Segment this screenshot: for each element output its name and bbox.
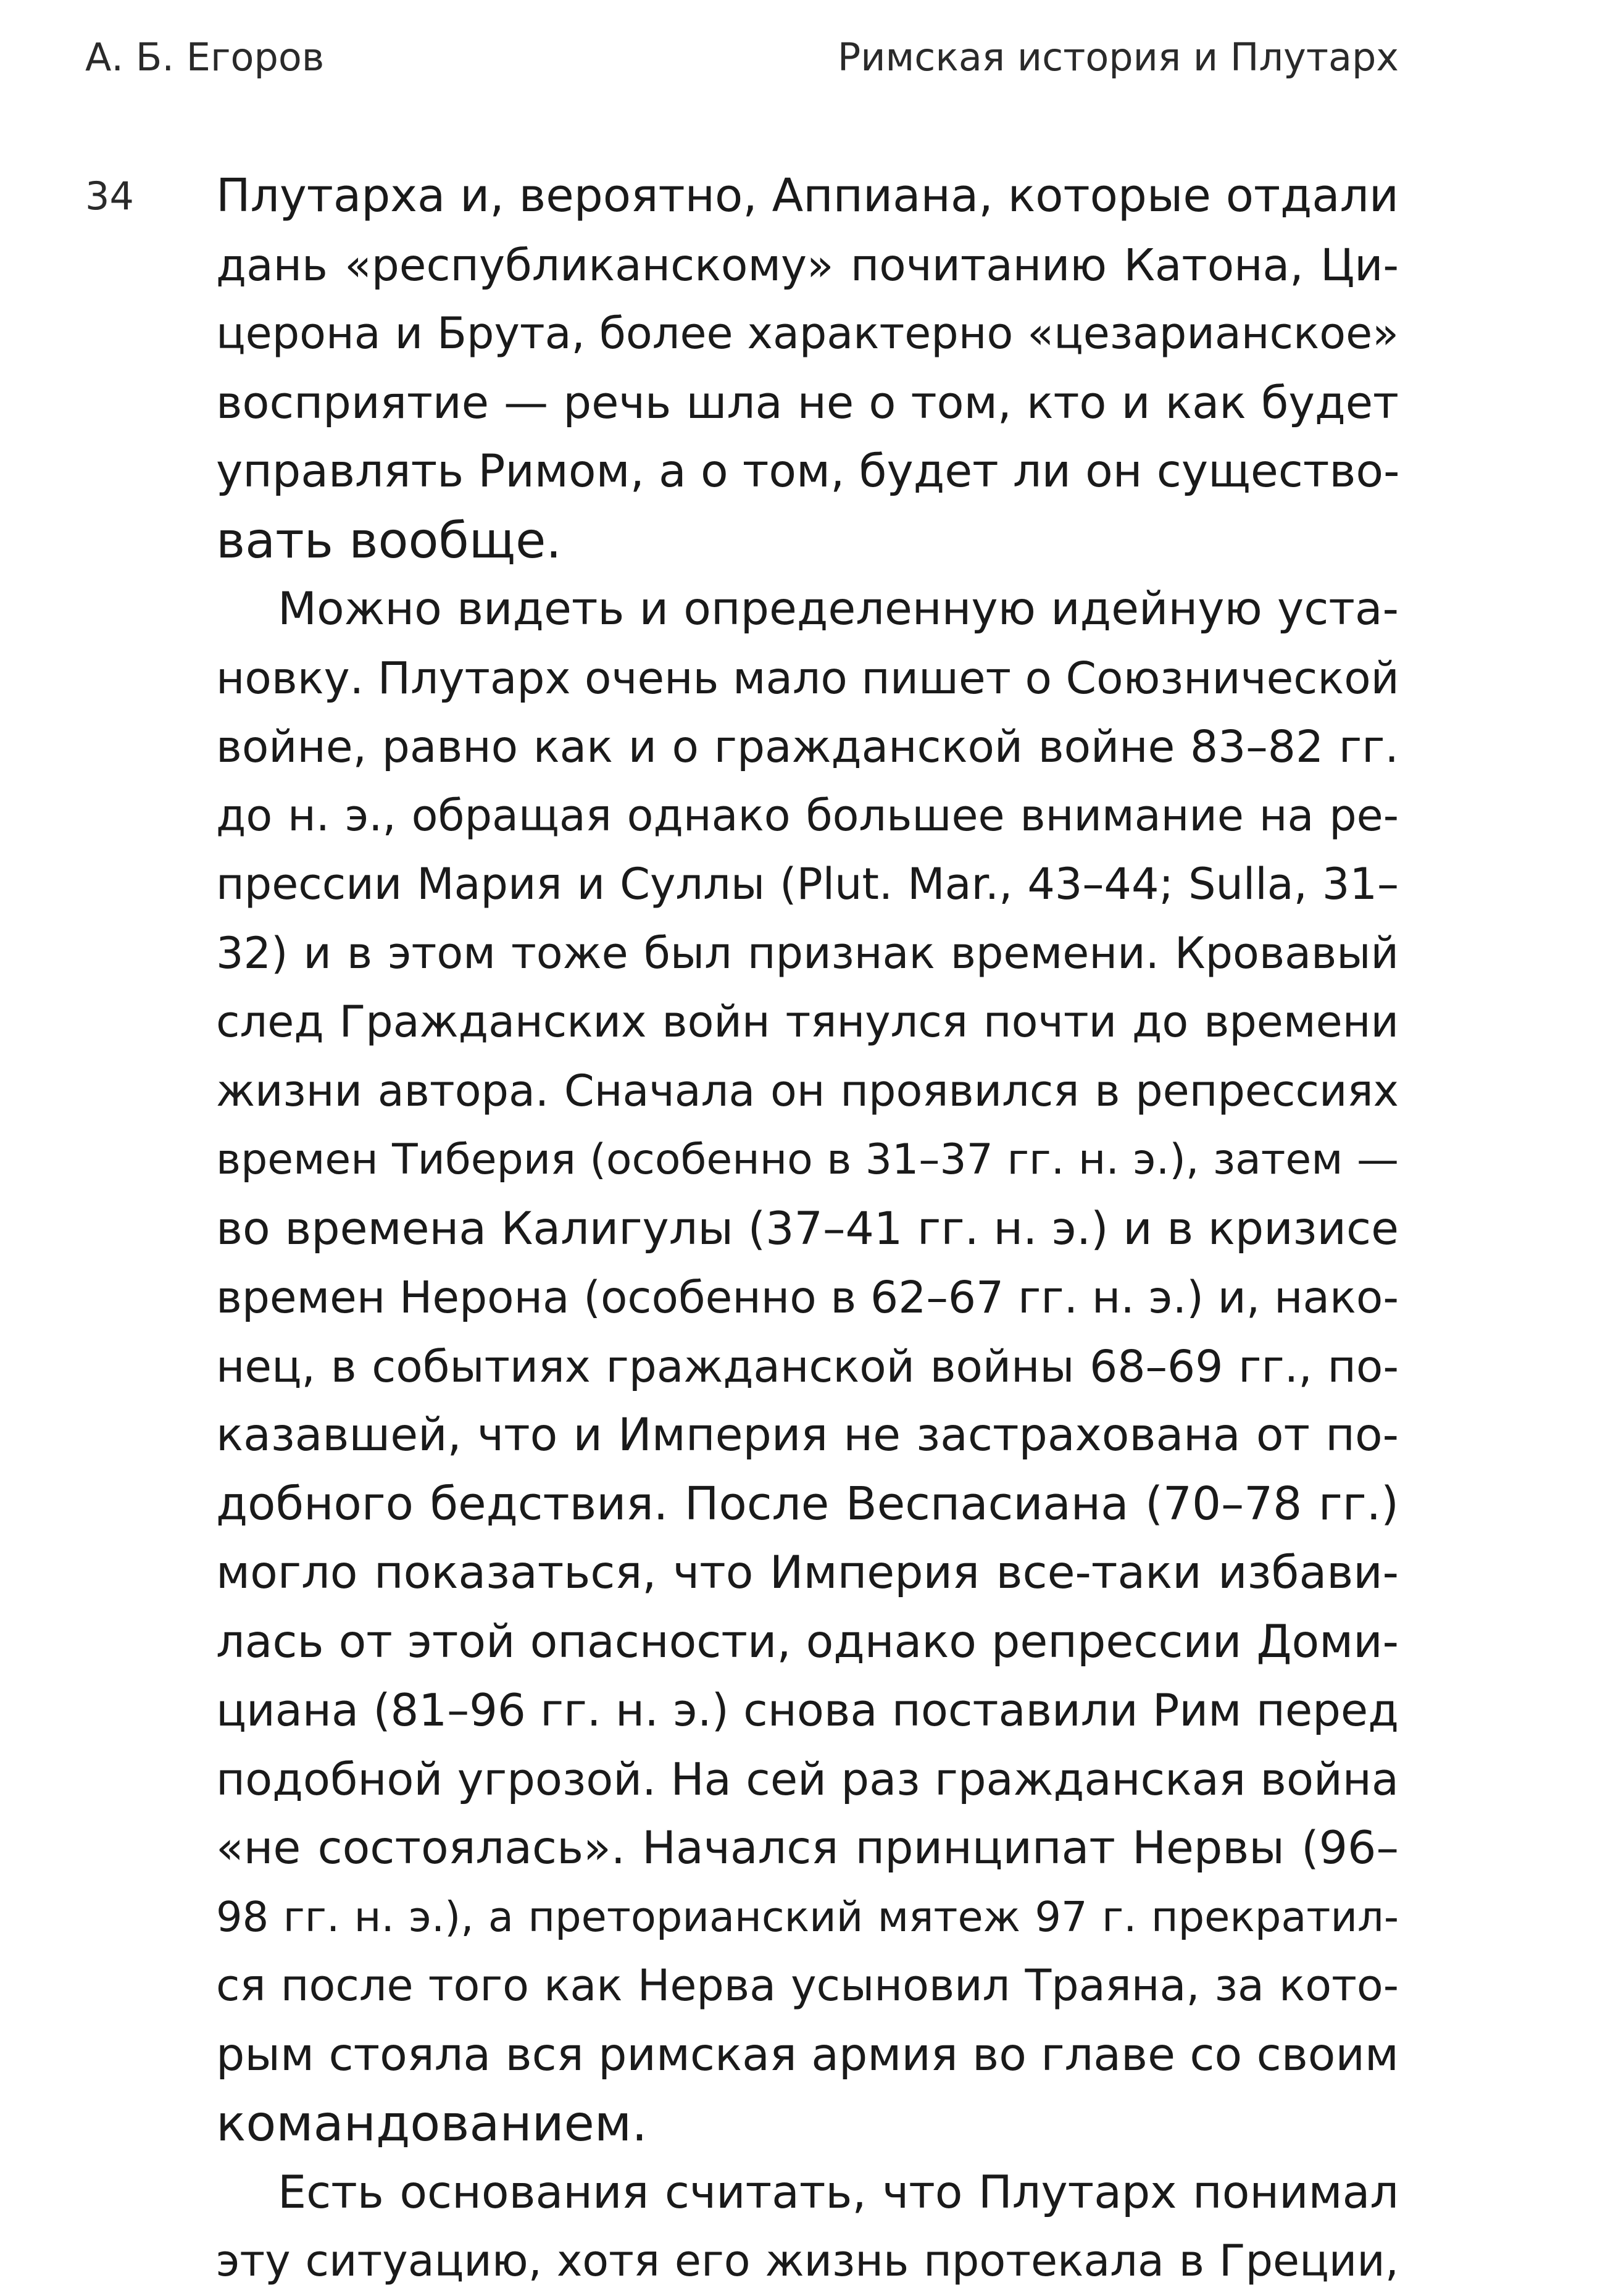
text-line: циана (81–96 гг. н. э.) снова поставили Рим перед — [216, 1684, 1399, 1736]
text-line: церона и Брута, более характерно «цезарианское» — [216, 308, 1399, 359]
text-line: 98 гг. н. э.), а преторианский мятеж 97 г. прекратил- — [216, 1892, 1399, 1941]
text-line: жизни автора. Сначала он проявился в репрессиях — [216, 1065, 1399, 1116]
text-line: восприятие — речь шла не о том, кто и как будет — [216, 376, 1399, 428]
text-line: вать вообще. — [216, 511, 562, 569]
text-line: времен Нерона (особенно в 62–67 гг. н. э.) и, нако- — [216, 1272, 1399, 1323]
running-head-author: А. Б. Егоров — [85, 35, 325, 80]
text-line: след Гражданских войн тянулся почти до времени — [216, 996, 1399, 1047]
text-line: рым стояла вся римская армия во главе со своим — [216, 2028, 1399, 2081]
text-line: Есть основания считать, что Плутарх понимал — [278, 2166, 1399, 2219]
text-line: командованием. — [216, 2095, 648, 2152]
paragraph — [216, 2158, 1399, 2296]
text-line: до н. э., обращая однако большее внимание на ре- — [216, 790, 1399, 841]
text-line: прессии Мария и Суллы (Plut. Mar., 43–44; Sulla, 31– — [216, 859, 1399, 909]
text-line: казавшей, что и Империя не застрахована от по- — [216, 1409, 1399, 1461]
text-line: лась от этой опасности, однако репрессии Доми- — [216, 1615, 1399, 1668]
text-line: 32) и в этом тоже был признак времени. Кровавый — [216, 927, 1399, 979]
paragraph — [216, 575, 1399, 2158]
text-line: добного бедствия. После Веспасиана (70–78 гг.) — [216, 1477, 1399, 1530]
text-line: нец, в событиях гражданской войны 68–69 гг., по- — [216, 1340, 1399, 1392]
text-line: «не состоялась». Начался принципат Нервы (96– — [216, 1822, 1399, 1874]
text-line: Можно видеть и определенную идейную уста- — [278, 583, 1399, 635]
body-text — [216, 162, 1399, 2296]
text-line: во времена Калигулы (37–41 гг. н. э.) и в кризисе — [216, 1202, 1399, 1255]
text-line: времен Тиберия (особенно в 31–37 гг. н. э.), затем — — [216, 1135, 1399, 1184]
text-line: подобной угрозой. На сей раз гражданская война — [216, 1753, 1399, 1805]
text-line: эту ситуацию, хотя его жизнь протекала в Греции, — [216, 2235, 1399, 2286]
page-number: 34 — [85, 173, 134, 219]
text-line: новку. Плутарх очень мало пишет о Союзнической — [216, 652, 1399, 704]
text-line: Плутарха и, вероятно, Аппиана, которые отдали — [216, 169, 1399, 222]
text-line: войне, равно как и о гражданской войне 83–82 гг. — [216, 721, 1399, 772]
text-line: ся после того как Нерва усыновил Траяна, за кото- — [216, 1960, 1399, 2011]
running-head-title: Римская история и Плутарх — [837, 35, 1399, 80]
running-head — [85, 30, 1399, 85]
text-line: дань «республиканскому» почитанию Катона, Ци- — [216, 239, 1399, 291]
paragraph — [216, 162, 1399, 575]
text-line: могло показаться, что Империя все-таки избави- — [216, 1547, 1399, 1599]
text-line: управлять Римом, а о том, будет ли он существо- — [216, 445, 1400, 498]
